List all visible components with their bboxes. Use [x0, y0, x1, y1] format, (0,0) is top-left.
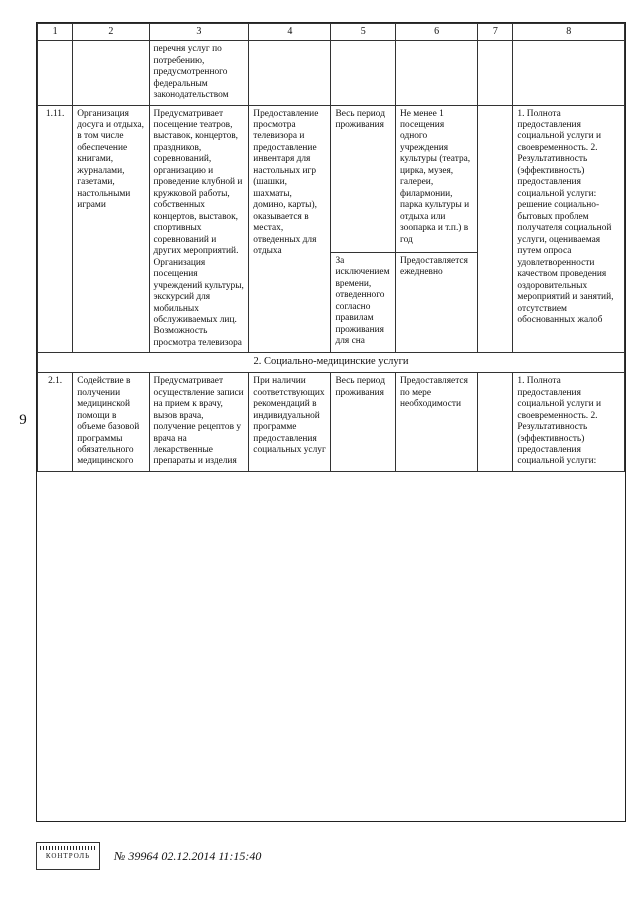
header-col-6: 6: [396, 24, 478, 41]
cell-period: За исключением времени, отведенного согласно правилам проживания для сна: [331, 252, 396, 353]
cell-description: Предусматривает посещение театров, выставок, концертов, праздников, соревнований, организацию и проведение клубной и кружковой работы, собственных концертов, выставок, спортивных соревнований и других мероприятий. Организация посещения учреждений культуры, экскурсий для мобильных обслуживаемых лиц. Возможность просмотра телевизора: [149, 105, 249, 353]
registration-number: № 39964 02.12.2014 11:15:40: [114, 848, 262, 863]
cell-service-name: [73, 41, 149, 105]
cell-service-name: Содействие в получении медицинской помощи в объеме базовой программы обязательного медицинского: [73, 373, 149, 472]
page-number: 9: [19, 412, 27, 428]
control-stamp: [36, 842, 100, 870]
header-col-5: 5: [331, 24, 396, 41]
cell-col7: [478, 373, 513, 472]
header-col-8: 8: [513, 24, 625, 41]
cell-frequency: Предоставляется ежедневно: [396, 252, 478, 353]
cell-conditions: Предоставление просмотра телевизора и предоставление инвентаря для настольных игр (шашки, шахматы, домино, карты), оказывается в местах, отведенных для отдыха: [249, 105, 331, 353]
cell-frequency: Не менее 1 посещения одного учреждения культуры (театра, цирка, музея, галереи, филармонии, парка культуры и отдыха или зоопарка и т.п.) в год: [396, 105, 478, 252]
section-title: 2. Социально-медицинские услуги: [38, 353, 625, 373]
table-row: [38, 105, 625, 252]
cell-frequency: Предоставляется по мере необходимости: [396, 373, 478, 472]
cell-col7: [478, 105, 513, 353]
cell-quality: 1. Полнота предоставления социальной услуги и своевременность. 2. Результативность (эффективность) предоставления социальной услуги:: [513, 373, 625, 472]
cell-conditions: При наличии соответствующих рекомендаций в индивидуальной программе предоставления социальных услуг: [249, 373, 331, 472]
cell-number: 1.11.: [38, 105, 73, 353]
section-row: [38, 353, 625, 373]
cell-col7: [478, 41, 513, 105]
table-row: [38, 373, 625, 472]
cell-quality: [513, 41, 625, 105]
table-row: [38, 41, 625, 105]
cell-frequency: [396, 41, 478, 105]
header-col-4: 4: [249, 24, 331, 41]
header-col-3: 3: [149, 24, 249, 41]
cell-period: [331, 41, 396, 105]
cell-service-name: Организация досуга и отдыха, в том числе обеспечение книгами, журналами, газетами, настольными играми: [73, 105, 149, 353]
services-table: [37, 23, 625, 472]
cell-description: Предусматривает осуществление записи на прием к врачу, вызов врача, получение рецептов у врача на лекарственные препараты и изделия: [149, 373, 249, 472]
document-footer: [36, 836, 596, 876]
cell-period: Весь период проживания: [331, 373, 396, 472]
header-col-1: 1: [38, 24, 73, 41]
header-col-2: 2: [73, 24, 149, 41]
cell-period: Весь период проживания: [331, 105, 396, 252]
header-row: [38, 24, 625, 41]
cell-number: 2.1.: [38, 373, 73, 472]
cell-conditions: [249, 41, 331, 105]
services-table-container: [36, 22, 626, 822]
cell-number: [38, 41, 73, 105]
cell-description: перечня услуг по потребению, предусмотренного федеральным законодательством: [149, 41, 249, 105]
stamp-label: КОНТРОЛЬ: [45, 852, 91, 860]
header-col-7: 7: [478, 24, 513, 41]
cell-quality: 1. Полнота предоставления социальной услуги и своевременность. 2. Результативность (эффективность) предоставления социальной услуги: решение социально-бытовых проблем получателя социальной услуги, оцениваемая путем опроса удовлетворенности качеством проведения оздоровительных мероприятий и занятий, отсутствием обоснованных жалоб: [513, 105, 625, 353]
